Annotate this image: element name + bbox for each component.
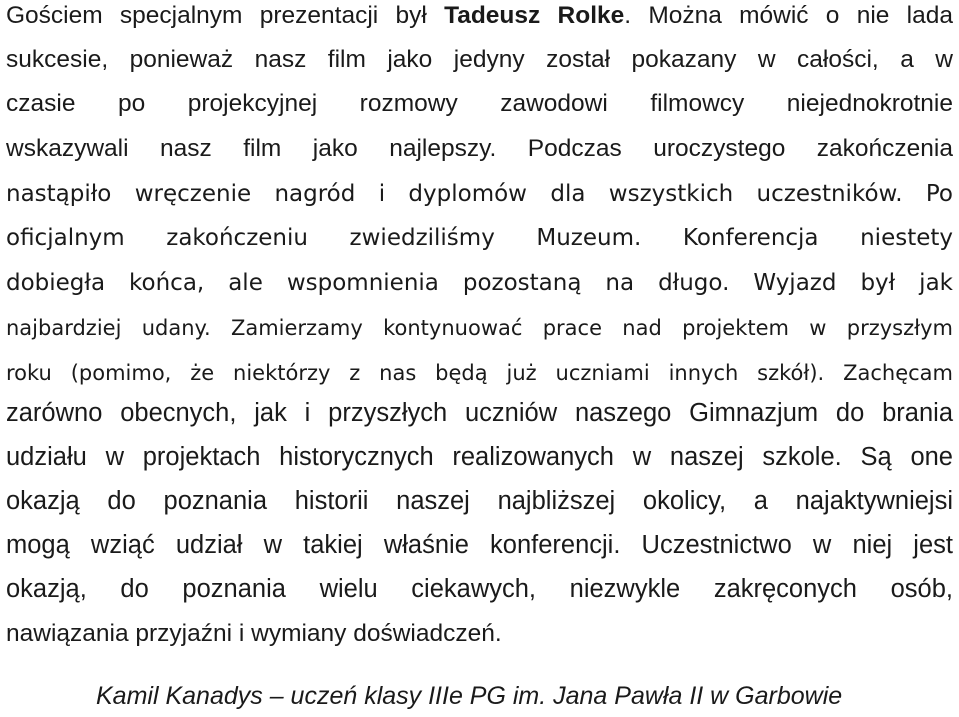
line-text-before: Gościem specjalnym prezentacji był [6,2,445,29]
paragraph-line: oficjalnym zakończeniu zwiedziliśmy Muzeum. Konferencja niestety [6,225,953,251]
paragraph-line: czasie po projekcyjnej rozmowy zawodowi filmowcy niejednokrotnie [6,90,953,117]
paragraph-line: zarówno obecnych, jak i przyszłych uczniów naszego Gimnazjum do brania [6,399,953,427]
paragraph-line: nastąpiło wręczenie nagród i dyplomów dla wszystkich uczestników. Po [6,181,953,207]
paragraph-line: dobiegła końca, ale wspomnienia pozostaną na długo. Wyjazd był jak [6,270,953,296]
paragraph-line [6,4,953,29]
guest-name: Tadeusz Rolke [444,2,625,29]
paragraph-line: okazją, do poznania wielu ciekawych, niezwykle zakręconych osób, [6,575,953,603]
author-signature: Kamil Kanadys – uczeń klasy IIIe PG im. Jana Pawła II w Garbowie [96,682,843,710]
paragraph-line: udziału w projektach historycznych realizowanych w naszej szkole. Są one [6,443,953,471]
paragraph-line: sukcesie, ponieważ nasz film jako jedyny został pokazany w całości, a w [6,46,953,73]
paragraph-line: roku (pomimo, że niektórzy z nas będą już uczniami innych szkół). Zachęcam [6,361,953,385]
paragraph-line: nawiązania przyjaźni i wymiany doświadczeń. [6,620,502,647]
paragraph-line: najbardziej udany. Zamierzamy kontynuować prace nad projektem w przyszłym [6,316,953,340]
paragraph-line: mogą wziąć udział w takiej właśnie konferencji. Uczestnictwo w niej jest [6,531,953,559]
paragraph-line: wskazywali nasz film jako najlepszy. Podczas uroczystego zakończenia [6,135,953,162]
line-text-after: . Można mówić o nie lada [624,2,953,29]
paragraph-line: okazją do poznania historii naszej najbliższej okolicy, a najaktywniejsi [6,487,953,515]
